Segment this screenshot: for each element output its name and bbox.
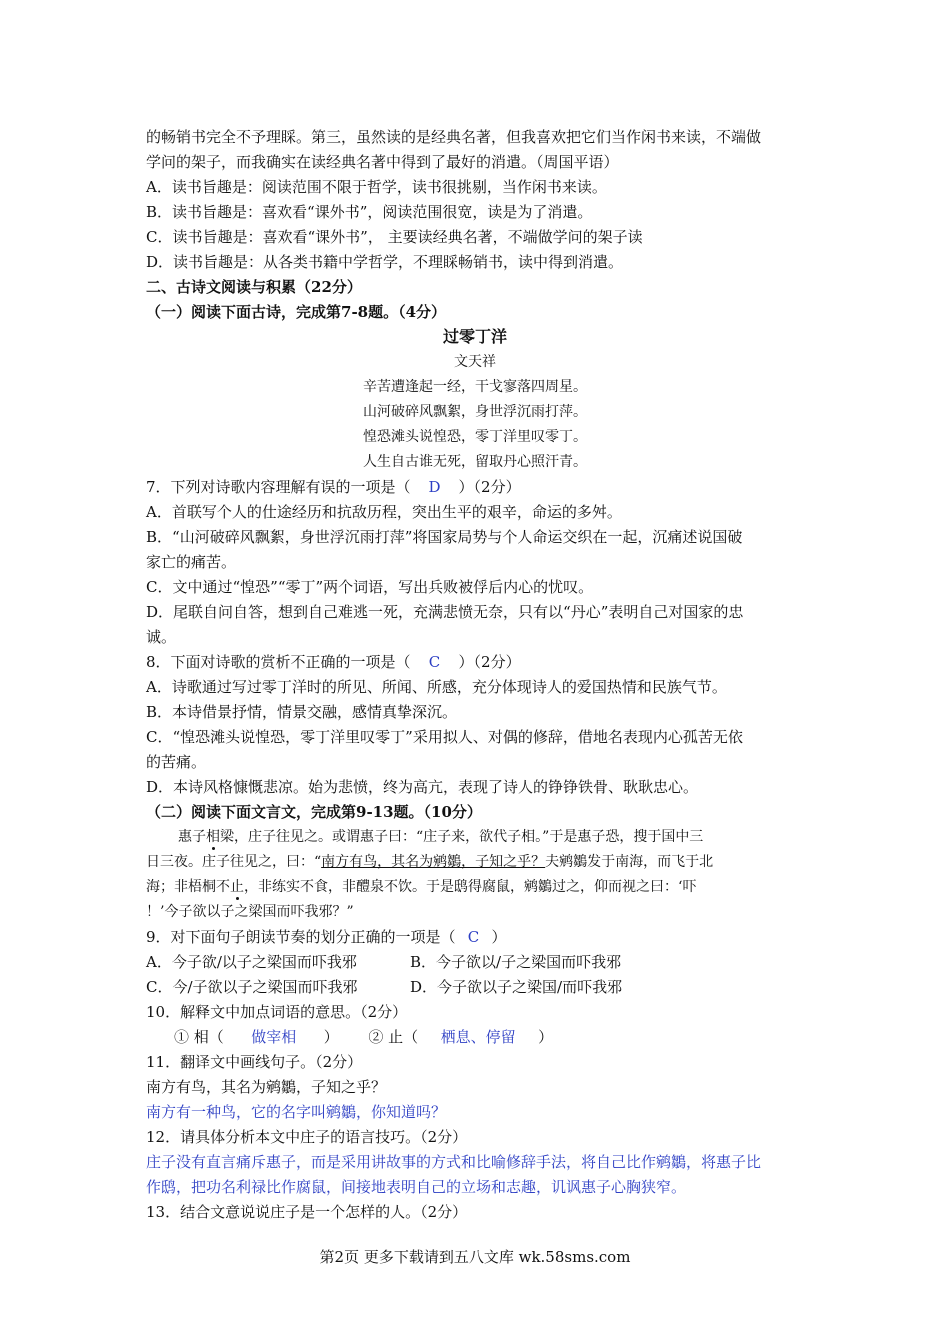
q8-stem (146, 652, 521, 672)
passage-line-1 (178, 827, 703, 847)
dotted-word-zhi: 止 (230, 879, 244, 895)
q8-stem-text: 8．下面对诗歌的赏析不正确的一项是（ (146, 653, 411, 671)
q6-option-b: B．读书旨趣是：喜欢看“课外书”，阅读范围很宽，读是为了消遣。 (146, 203, 593, 221)
q9-stem-suffix: ） (491, 928, 507, 946)
q8-option-a: A．诗歌通过写过零丁洋时的所见、所闻、所感，充分体现诗人的爱国热情和民族气节。 (146, 678, 727, 696)
q7-stem-suffix: ）（2分） (458, 478, 521, 496)
intro-line-1: 的畅销书完全不予理睬。第三，虽然读的是经典名著，但我喜欢把它们当作闲书来读，不端做 (146, 128, 762, 146)
poem-title: 过零丁洋 (442, 327, 507, 346)
q9-options-row-2 (146, 977, 622, 997)
q12-stem: 12．请具体分析本文中庄子的语言技巧。（2分） (146, 1128, 468, 1146)
q8-option-b: B．本诗借景抒情，情景交融，感情真挚深沉。 (146, 703, 458, 721)
q10-item-1-answer: 做宰相 (251, 1028, 297, 1046)
page-footer: 第2页 更多下载请到五八文库 wk.58sms.com (319, 1248, 631, 1266)
part-1-title: （一）阅读下面古诗，完成第7-8题。（4分） (146, 303, 447, 321)
q9-option-d: D．今子欲以子之梁国/而吓我邪 (410, 978, 623, 996)
q10-items (174, 1027, 553, 1047)
q10-item-1-label: ① 相（ (174, 1028, 224, 1046)
q7-option-a: A．首联写个人的仕途经历和抗敌历程，突出生平的艰辛，命运的多舛。 (146, 503, 622, 521)
q10-item-2-answer: 栖息、停留 (440, 1028, 516, 1046)
passage-text: ，非练实不食，非醴泉不饮。于是鸱得腐鼠，鹓鶵过之，仰而视之曰：‘吓 (244, 879, 697, 895)
q9-options-row-1 (146, 952, 621, 972)
passage-text: 惠子 (178, 829, 206, 845)
q10-item-2-label: ② 止（ (368, 1028, 419, 1046)
q7-answer: D (428, 478, 441, 496)
q7-option-b-line-1: B．“山河破碎风飘絮，身世浮沉雨打萍”将国家局势与个人命运交织在一起，沉痛述说国破 (146, 528, 743, 546)
underlined-sentence: 南方有鸟，其名为鹓鶵，子知之乎？ (321, 854, 546, 870)
q6-option-a: A．读书旨趣是：阅读范围不限于哲学，读书很挑剔，当作闲书来读。 (146, 178, 607, 196)
passage-text: 海；非梧桐不 (146, 879, 230, 895)
q13-stem: 13．结合文意说说庄子是一个怎样的人。（2分） (146, 1203, 468, 1221)
passage-line-2 (146, 852, 713, 872)
q9-option-b: B．今子欲以/子之梁国而吓我邪 (410, 953, 622, 971)
q12-answer-line-1: 庄子没有直言痛斥惠子，而是采用讲故事的方式和比喻修辞手法，将自己比作鹓鶵，将惠子比 (146, 1153, 762, 1171)
passage-text: 日三夜。庄子往见之，曰：“ (146, 854, 322, 870)
poem-author: 文天祥 (454, 354, 496, 370)
q7-stem-text: 7．下列对诗歌内容理解有误的一项是（ (146, 478, 411, 496)
q7-option-c: C．文中通过“惶恐”“零丁”两个词语，写出兵败被俘后内心的忧叹。 (146, 578, 594, 596)
section-2-title: 二、古诗文阅读与积累（22分） (146, 278, 362, 296)
q8-stem-suffix: ）（2分） (458, 653, 521, 671)
poem-line-4: 人生自古谁无死，留取丹心照汗青。 (363, 454, 587, 470)
q9-stem (146, 927, 507, 947)
q8-option-c-line-2: 的苦痛。 (146, 753, 207, 771)
q11-sentence: 南方有鸟，其名为鹓鶵，子知之乎？ (146, 1078, 387, 1096)
q9-option-a: A．今子欲/以子之梁国而吓我邪 (146, 953, 357, 971)
q7-option-b-line-2: 家亡的痛苦。 (146, 553, 237, 571)
poem-line-3: 惶恐滩头说惶恐，零丁洋里叹零丁。 (363, 429, 587, 445)
q9-option-c: C．今/子欲以子之梁国而吓我邪 (146, 978, 358, 996)
q12-answer-line-2: 作鸱，把功名利禄比作腐鼠，间接地表明自己的立场和志趣，讥讽惠子心胸狭窄。 (146, 1178, 687, 1196)
dotted-word-xiang: 相 (206, 829, 220, 845)
passage-line-4: ！’今子欲以子之梁国而吓我邪？” (146, 904, 354, 920)
q7-stem (146, 477, 521, 497)
q8-answer: C (428, 653, 441, 671)
q6-option-c: C．读书旨趣是：喜欢看“课外书”， 主要读经典名著，不端做学问的架子读 (146, 228, 643, 246)
q9-answer: C (467, 928, 480, 946)
poem-line-2: 山河破碎风飘絮，身世浮沉雨打萍。 (363, 404, 587, 420)
q8-option-d: D．本诗风格慷慨悲凉。始为悲愤，终为高亢，表现了诗人的铮铮铁骨、耿耿忠心。 (146, 778, 699, 796)
passage-text: 梁，庄子往见之。或谓惠子曰：“庄子来，欲代子相。”于是惠子恐，搜于国中三 (220, 829, 704, 845)
q11-stem: 11．翻译文中画线句子。（2分） (146, 1053, 363, 1071)
intro-line-2: 学问的架子，而我确实在读经典名著中得到了最好的消遣。（周国平语） (146, 153, 619, 171)
q10-item-2-close: ） (538, 1028, 554, 1046)
q7-option-d-line-1: D．尾联自问自答，想到自己难逃一死，充满悲愤无奈，只有以“丹心”表明自己对国家的忠 (146, 603, 744, 621)
q10-item-1-close: ） (323, 1028, 339, 1046)
q11-answer: 南方有一种鸟，它的名字叫鹓鶵，你知道吗？ (146, 1103, 447, 1121)
poem-line-1: 辛苦遭逢起一经，干戈寥落四周星。 (363, 379, 587, 395)
passage-line-3 (146, 877, 696, 897)
part-2-title: （二）阅读下面文言文，完成第9-13题。（10分） (146, 803, 482, 821)
q10-stem: 10．解释文中加点词语的意思。（2分） (146, 1003, 408, 1021)
q7-option-d-line-2: 诚。 (146, 628, 177, 646)
passage-text: 夫鹓鶵发于南海，而飞于北 (545, 854, 714, 870)
q9-stem-text: 9．对下面句子朗读节奏的划分正确的一项是（ (146, 928, 456, 946)
q8-option-c-line-1: C．“惶恐滩头说惶恐，零丁洋里叹零丁”采用拟人、对偶的修辞，借地名表现内心孤苦无依 (146, 728, 743, 746)
q6-option-d: D．读书旨趣是：从各类书籍中学哲学，不理睬畅销书，读中得到消遣。 (146, 253, 624, 271)
